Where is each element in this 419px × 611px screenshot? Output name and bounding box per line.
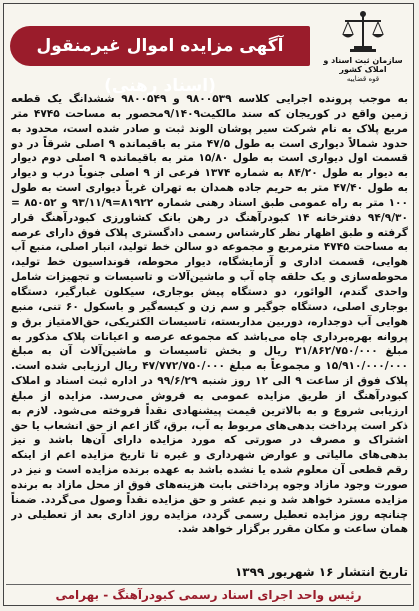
organization-subtitle: قوه قضاییه [346, 75, 380, 83]
signature-footer: رئیس واحد اجرای اسناد رسمی کبودرآهنگ - بهرامی [6, 584, 411, 605]
notice-frame [3, 3, 414, 606]
organization-name: سازمان ثبت اسناد و املاک کشور [323, 56, 403, 74]
notice-body: به موجب پرونده اجرایی کلاسه ۹۸۰۰۵۳۹ و ۹۸۰۰۵۴۹ ششدانگ یک قطعه زمین واقع در کوریجان که سند مالکیت۹/۱۴۰۹محصور به مساحت ۴۷۴۵ متر مربع پلاک به نام شرکت سیر پوشان الوند ثبت و صادر شده است، محدود به حدود شمالاً دیواری است به طول ۴۷/۵ متر به باقیمانده ۹ اصلی شرقاً در دو قسمت اول دیواری است به طول ۱۵/۸۰ متر به باقیمانده ۹ اصلی دوم دیوار به دیوار به طول ۸۴/۲۰ به شماره ۱۳۷۴ فرعی از ۹ اصلی جنوباً درب و دیوار به طول ۴۷/۴۰ متر به حریم جاده همدان به تهران غرباً دیواری است به طول ۱۰۰ متر به راه عمومی طبق اسناد رهنی شماره ۸۱۹۲۲=۹۳/۱۱/۹ و ۸۵۰۵۲ = ۹۴/۹/۳۰ دفترخانه ۱۴ کبودرآهنگ در رهن بانک کشاورزی کبودرآهنگ قرار گرفته و طبق اظهار نظر کارشناس رسمی دادگستری پلاک فوق دارای عرصه به مساحت ۴۷۴۵ مترمربع و مجموعه دو سالن خط تولید، انبار اصلی، منبع آب هوایی، قسمت اداری و آزمایشگاه، دیوار محوطه، فونداسیون خط تولید، محوطه‌سازی و یک حلقه چاه آب و ماشین‌آلات و تاسیسات و تجهیزات شامل واحدی گندم، الوائور، دو دستگاه پیش بوجاری، سیکلون غبارگیر، دستگاه بوجاری اصلی، دستگاه جوگیر و سم زن و کیسه‌گیر و باسکول ۶۰ تنی، منبع هوایی آب دوجداره، دوربین مداربسته، تاسیسات الکتریکی، حق‌الامتیاز برق و پروانه بهره‌برداری چاه می‌باشد که مجموعه عرصه و اعیانات پلاک مذکور به مبلغ ۳۱/۸۶۲/۷۵۰/۰۰۰ ریال و بخش تاسیسات و ماشین‌آلات آن به مبلغ ۱۵/۹۱۰/۰۰۰/۰۰۰ و مجموعاً به مبلغ ۴۷/۷۷۲/۷۵۰/۰۰۰ ریال ارزیابی شده است. پلاک فوق از ساعت ۹ الی ۱۲ روز شنبه ۹۹/۶/۲۹ در اداره ثبت اسناد و املاک کبودرآهنگ از طریق مزایده عمومی به فروش می‌رسد. مزایده از مبلغ ارزیابی شروع و به بالاترین قیمت پیشنهادی نقداً فروخته می‌شود. لازم به ذکر است پرداخت بدهی‌های مربوط به آب، برق، گاز اعم از حق انشعاب یا حق اشتراک و مصرف در صورتی که مورد مزایده دارای آن‌ها باشد و نیز بدهی‌های مالیاتی و عوارض شهرداری و غیره تا تاریخ مزایده اعم از اینکه رقم قطعی آن معلوم شده یا نشده باشد به عهده برنده مزایده است و نیز در صورت وجود مازاد وجوه پرداختی بابت هزینه‌های فوق از محل مازاد به برنده مزایده مسترد خواهد شد و نیم عشر و حق مزایده نقداً وصول می‌گردد. ضمناً چنانچه روز مزایده تعطیل رسمی گردد، مزایده روز اداری بعد از تعطیلی در همان ساعت و مکان مقرر برگزار خواهد شد. [11, 93, 408, 536]
notice-title-banner: آگهی مزایده اموال غیرمنقول (اسناد رهنی) [10, 26, 310, 66]
organization-block [316, 8, 410, 86]
scales-of-justice-icon [339, 8, 387, 54]
publish-date: تاریخ انتشار ۱۶ شهریور ۱۳۹۹ [234, 565, 408, 579]
notice-header [4, 4, 415, 96]
